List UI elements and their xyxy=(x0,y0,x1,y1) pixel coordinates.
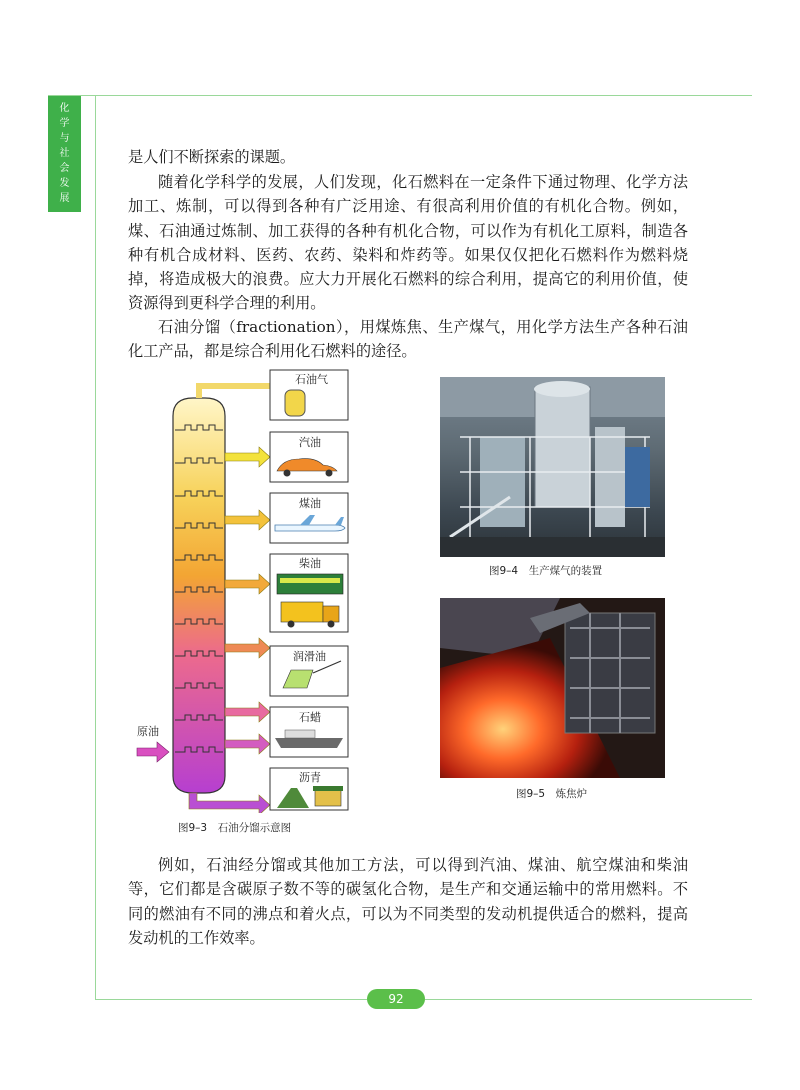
product-box-asphalt xyxy=(270,768,348,810)
side-tab-char: 与 xyxy=(59,133,70,144)
side-tab-char: 会 xyxy=(59,163,70,174)
crude-oil-label: 原油 xyxy=(137,725,159,738)
product-label: 石蜡 xyxy=(299,711,321,724)
paragraph-fuel-examples: 例如，石油经分馏或其他加工方法，可以得到汽油、煤油、航空煤油和柴油等，它们都是含碳原子数不等的碳氢化合物，是生产和交通运输中的常用燃料。不同的燃油有不同的沸点和着火点，可以为不同类型的发动机提供适合的燃料，提高发动机的工作效率。 xyxy=(128,856,688,947)
product-box-kerosene xyxy=(270,493,348,543)
product-box-gasoline xyxy=(270,432,348,482)
page-frame-top xyxy=(48,95,752,96)
product-label: 润滑油 xyxy=(293,650,326,663)
figure-9-5-caption: 图9–5 炼焦炉 xyxy=(516,788,588,800)
side-tab-char: 学 xyxy=(59,118,70,129)
page-frame-bottom xyxy=(95,999,367,1000)
gas-production-photo xyxy=(440,377,665,557)
page-frame-bottom-right xyxy=(425,999,752,1000)
product-label: 石油气 xyxy=(295,373,328,386)
fractionation-diagram xyxy=(135,368,360,813)
figure-9-4-caption: 图9–4 生产煤气的装置 xyxy=(489,565,603,577)
product-label: 柴油 xyxy=(299,557,321,570)
side-tab-char: 展 xyxy=(59,193,70,204)
crude-oil-inlet-arrow xyxy=(137,742,169,762)
chapter-side-tab xyxy=(48,96,81,212)
product-label: 煤油 xyxy=(299,497,321,510)
paragraph-chem-development: 随着化学科学的发展，人们发现，化石燃料在一定条件下通过物理、化学方法加工、炼制，可以得到各种有广泛用途、有很高利用价值的有机化合物。例如，煤、石油通过炼制、加工获得的各种有机化合物，可以作为有机化工原料，制造各种有机合成材料、医药、农药、染料和炸药等。如果仅仅把化石燃料作为燃料烧掉，将造成极大的浪费。应大力开展化石燃料的综合利用，提高它的利用价值，使资源得到更科学合理的利用。 xyxy=(128,173,688,313)
page-frame-left xyxy=(95,95,96,1000)
side-tab-char: 发 xyxy=(59,178,70,189)
product-box-diesel xyxy=(270,554,348,632)
product-label: 汽油 xyxy=(299,436,321,449)
paragraph-fractionation: 石油分馏（fractionation），用煤炼焦、生产煤气，用化学方法生产各种石油化工产品，都是综合利用化石燃料的途径。 xyxy=(128,318,688,361)
coke-oven-photo xyxy=(440,598,665,778)
product-box-lpg xyxy=(270,370,348,420)
side-tab-char: 社 xyxy=(59,148,70,159)
side-tab-char: 化 xyxy=(59,103,70,114)
product-label: 沥青 xyxy=(299,771,321,784)
product-box-paraffin xyxy=(270,707,348,757)
figure-9-3-caption: 图9–3 石油分馏示意图 xyxy=(178,822,292,834)
distillation-tower xyxy=(173,398,225,793)
page-number: 92 xyxy=(367,989,425,1009)
paragraph-continuation: 是人们不断探索的课题。 xyxy=(128,148,296,166)
product-box-lubricant xyxy=(270,646,348,696)
